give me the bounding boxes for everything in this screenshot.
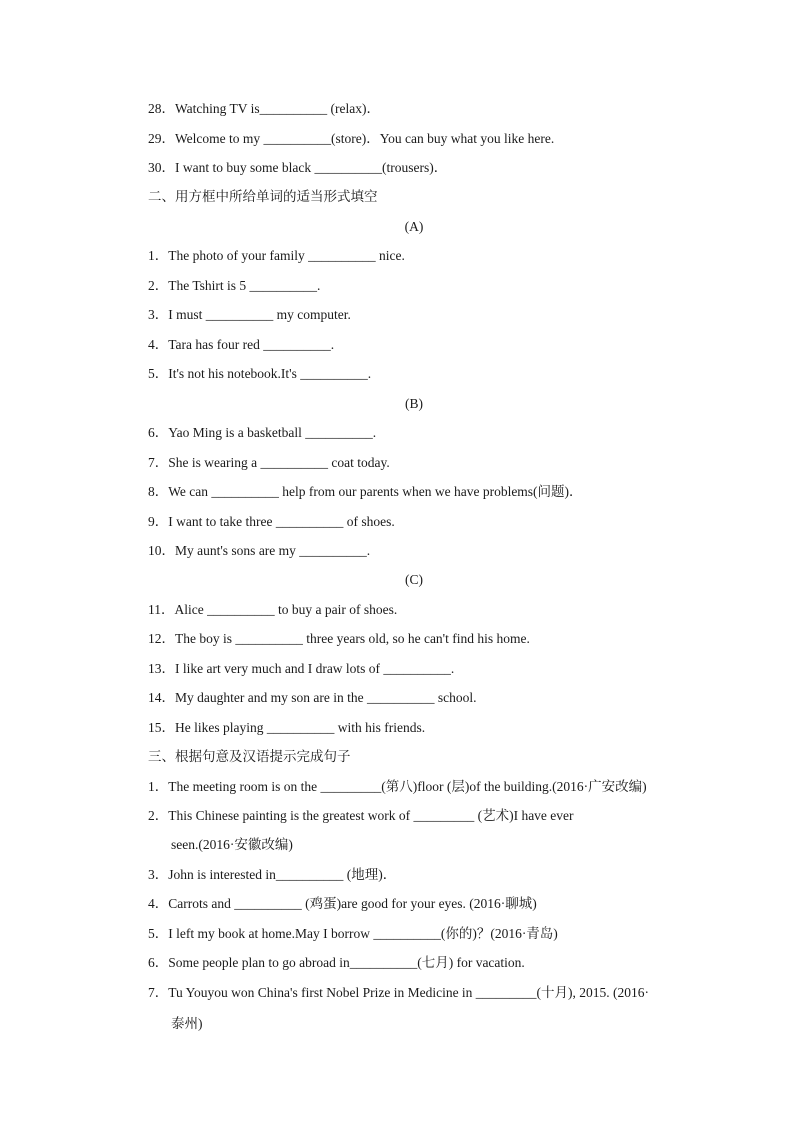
section-3-item-1: 1．The meeting room is on the _________(第八)floor (层)of the building.(2016·广安改编) — [148, 779, 647, 794]
group-c-item-15: 15．He likes playing __________ with his friends. — [148, 720, 426, 735]
group-b-item-6: 6．Yao Ming is a basketball __________. — [148, 425, 377, 440]
group-a-label: (A) — [404, 219, 424, 234]
section-2-heading: 二、用方框中所给单词的适当形式填空 — [148, 189, 378, 205]
section-3-item-2-continued: seen.(2016·安徽改编) — [171, 837, 293, 852]
group-c-item-11: 11．Alice __________ to buy a pair of shoes. — [148, 602, 398, 617]
group-c-item-12: 12．The boy is __________ three years old, so he can't find his home. — [148, 631, 530, 646]
exercise-28: 28．Watching TV is__________ (relax)． — [148, 101, 381, 116]
group-a-item-5: 5．It's not his notebook.It's __________. — [148, 366, 372, 381]
group-c-label: (C) — [405, 572, 423, 587]
section-3-item-3: 3．John is interested in__________ (地理)． — [148, 867, 397, 882]
section-3-item-4: 4．Carrots and __________ (鸡蛋)are good for your eyes. (2016·聊城) — [148, 896, 537, 911]
group-c-item-14: 14．My daughter and my son are in the __________ school. — [148, 690, 477, 705]
group-a-item-2: 2．The Tshirt is 5 __________. — [148, 278, 321, 293]
section-3-heading: 三、根据句意及汉语提示完成句子 — [148, 749, 351, 765]
exercise-29: 29．Welcome to my __________(store)．You can buy what you like here. — [148, 131, 555, 146]
section-3-item-6: 6．Some people plan to go abroad in__________(七月) for vacation. — [148, 955, 525, 970]
group-b-item-9: 9．I want to take three __________ of shoes. — [148, 514, 395, 529]
exercise-30: 30．I want to buy some black __________(trousers)． — [148, 160, 448, 175]
section-3-item-7: 7．Tu Youyou won China's first Nobel Prize in Medicine in _________(十月), 2015. (2016· — [148, 985, 650, 1000]
section-3-item-7-continued: 泰州) — [171, 1016, 203, 1031]
section-3-item-2: 2．This Chinese painting is the greatest work of _________ (艺术)I have ever — [148, 808, 574, 823]
group-a-item-4: 4．Tara has four red __________. — [148, 337, 335, 352]
section-3-item-5: 5．I left my book at home.May I borrow __________(你的)？(2016·青岛) — [148, 926, 558, 941]
group-a-item-3: 3．I must __________ my computer. — [148, 307, 351, 322]
group-b-item-7: 7．She is wearing a __________ coat today. — [148, 455, 390, 470]
group-b-label: (B) — [405, 396, 423, 411]
group-b-item-10: 10．My aunt's sons are my __________. — [148, 543, 371, 558]
group-b-item-8: 8．We can __________ help from our parents when we have problems(问题)． — [148, 484, 583, 499]
group-a-item-1: 1．The photo of your family __________ nice. — [148, 248, 405, 263]
group-c-item-13: 13．I like art very much and I draw lots of __________. — [148, 661, 455, 676]
